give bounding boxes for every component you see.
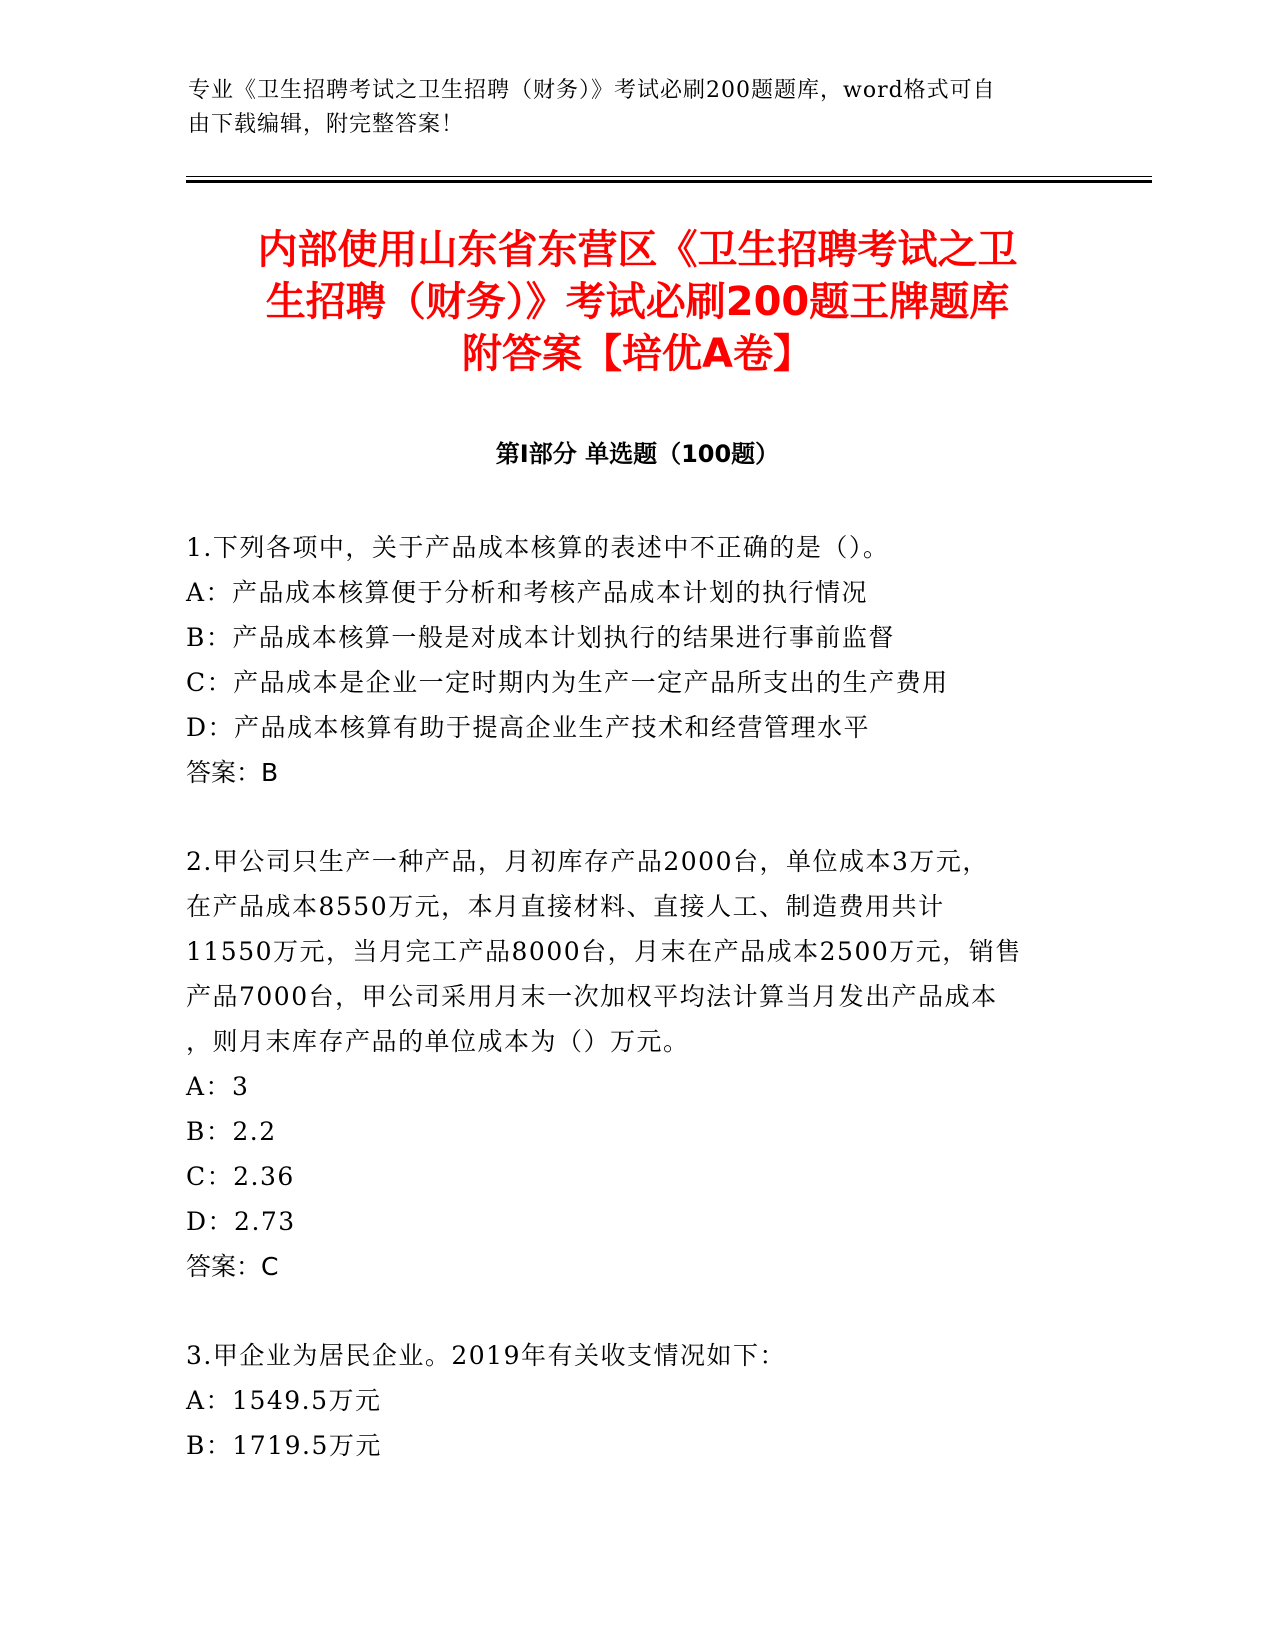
question-stem-line-3: 11550万元，当月完工产品8000台，月末在产品成本2500万元，销售 [186,937,1022,966]
question-stem: 3.甲企业为居民企业。2019年有关收支情况如下： [186,1341,786,1370]
question-stem-line-2: 在产品成本8550万元，本月直接材料、直接人工、制造费用共计 [186,892,945,921]
option-a: A：1549.5万元 [186,1386,382,1415]
question-stem: 1.下列各项中，关于产品成本核算的表述中不正确的是（）。 [186,533,890,562]
option-c: C：2.36 [186,1162,295,1191]
section-title: 第Ⅰ部分 单选题（100题） [495,440,780,468]
question-2 [186,839,1086,1289]
option-b: B：2.2 [186,1117,277,1146]
question-list [186,525,1086,1512]
option-b: B：1719.5万元 [186,1431,382,1460]
document-title-line-1: 内部使用山东省东营区《卫生招聘考试之卫 [257,227,1018,273]
header-divider-thick [186,180,1152,183]
option-a: A：产品成本核算便于分析和考核产品成本计划的执行情况 [186,578,869,607]
option-d: D：2.73 [186,1207,296,1236]
option-a: A：3 [186,1072,250,1101]
answer-label: 答案：C [186,1252,279,1281]
document-title [160,224,1115,380]
question-1 [186,525,1086,795]
question-stem-line-5: ，则月末库存产品的单位成本为（）万元。 [186,1027,690,1056]
question-stem-line-1: 2.甲公司只生产一种产品，月初库存产品2000台，单位成本3万元， [186,847,989,876]
option-c: C：产品成本是企业一定时期内为生产一定产品所支出的生产费用 [186,668,949,697]
option-d: D：产品成本核算有助于提高企业生产技术和经营管理水平 [186,713,871,742]
question-stem-line-4: 产品7000台，甲公司采用月末一次加权平均法计算当月发出产品成本 [186,982,998,1011]
header-note [188,74,1068,142]
answer-label: 答案：B [186,758,279,787]
header-note-line-2: 由下载编辑，附完整答案！ [188,112,465,137]
document-title-line-2: 生招聘（财务）》考试必刷200题王牌题库 [265,279,1010,325]
header-divider-thin [186,176,1152,177]
document-title-line-3: 附答案【培优A卷】 [462,331,813,377]
option-b: B：产品成本核算一般是对成本计划执行的结果进行事前监督 [186,623,895,652]
question-3 [186,1333,1086,1468]
header-note-line-1: 专业《卫生招聘考试之卫生招聘（财务）》考试必刷200题题库，word格式可自 [188,78,996,103]
